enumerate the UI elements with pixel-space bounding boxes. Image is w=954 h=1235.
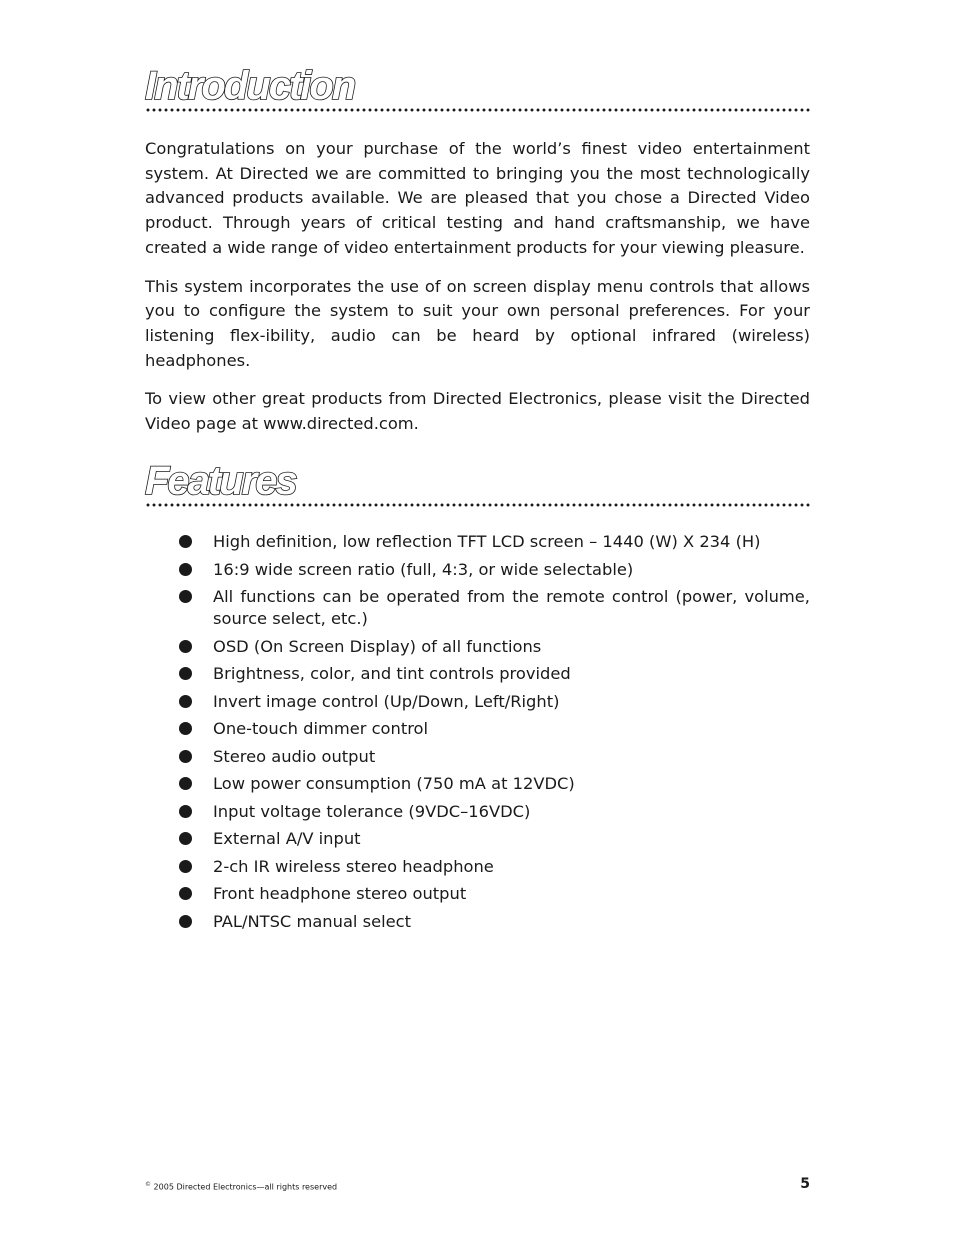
bullet-icon: [179, 695, 192, 708]
introduction-dotted-rule: [145, 108, 810, 112]
bullet-icon: [179, 832, 192, 845]
feature-item: [145, 663, 810, 685]
intro-paragraph-2: This system incorporates the use of on screen display menu controls that allows you to configure the system to suit your own personal preferences. For your listening flex-ibility, audio can be heard by optional infrared (wireless) headphones.: [145, 276, 810, 370]
feature-item: [145, 718, 810, 740]
feature-item: [145, 911, 810, 933]
feature-item: [145, 586, 810, 630]
feature-item: [145, 883, 810, 905]
bullet-icon: [179, 535, 192, 548]
features-list: [145, 531, 810, 938]
feature-item: [145, 746, 810, 768]
feature-item: [145, 691, 810, 713]
feature-text: Input voltage tolerance (9VDC–16VDC): [213, 801, 531, 821]
feature-item: [145, 856, 810, 878]
copyright-text: 2005 Directed Electronics—all rights reserved: [151, 1182, 338, 1192]
feature-item: [145, 801, 810, 823]
bullet-icon: [179, 640, 192, 653]
features-heading: Features: [145, 459, 296, 503]
feature-text: Front headphone stereo output: [213, 884, 467, 903]
bullet-icon: [179, 860, 192, 873]
feature-text: OSD (On Screen Display) of all functions: [213, 636, 542, 656]
bullet-icon: [179, 777, 192, 790]
feature-text: Low power consumption (750 mA at 12VDC): [213, 774, 575, 793]
feature-text: One-touch dimmer control: [213, 719, 429, 738]
features-dotted-rule: [145, 503, 810, 507]
bullet-icon: [179, 805, 192, 818]
introduction-body: [145, 137, 810, 451]
feature-text: PAL/NTSC manual select: [213, 911, 411, 931]
feature-item: [145, 636, 810, 658]
bullet-icon: [179, 590, 192, 603]
feature-text: 16:9 wide screen ratio (full, 4:3, or wide selectable): [213, 559, 634, 579]
feature-text: Brightness, color, and tint controls provided: [213, 664, 571, 683]
feature-item: [145, 559, 810, 581]
feature-text: Stereo audio output: [213, 746, 376, 766]
copyright-notice: [145, 1181, 337, 1192]
bullet-icon: [179, 722, 192, 735]
bullet-icon: [179, 887, 192, 900]
bullet-icon: [179, 563, 192, 576]
feature-text: High definition, low reflection TFT LCD screen – 1440 (W) X 234 (H): [213, 532, 761, 551]
bullet-icon: [179, 667, 192, 680]
bullet-icon: [179, 750, 192, 763]
introduction-heading: Introduction: [145, 64, 355, 108]
feature-text: All functions can be operated from the remote control (power, volume, source select, etc.): [213, 587, 810, 628]
feature-item: [145, 773, 810, 795]
bullet-icon: [179, 915, 192, 928]
intro-paragraph-1: Congratulations on your purchase of the world’s finest video entertainment system. At Directed we are committed to bringing you the most technologically advanced products available. We are pleased that you chose a Directed Video product. Through years of critical testing and hand craftsmanship, we have created a wide range of video entertainment products for your viewing pleasure.: [145, 139, 810, 257]
feature-text: 2-ch IR wireless stereo headphone: [213, 856, 494, 876]
intro-paragraph-3: To view other great products from Directed Electronics, please visit the Directed Video page at www.directed.com.: [145, 389, 810, 434]
feature-item: [145, 531, 810, 553]
feature-text: External A/V input: [213, 829, 361, 848]
page-number: 5: [800, 1176, 810, 1192]
feature-text: Invert image control (Up/Down, Left/Right): [213, 691, 560, 711]
copyright-symbol: ©: [145, 1181, 151, 1188]
feature-item: [145, 828, 810, 850]
